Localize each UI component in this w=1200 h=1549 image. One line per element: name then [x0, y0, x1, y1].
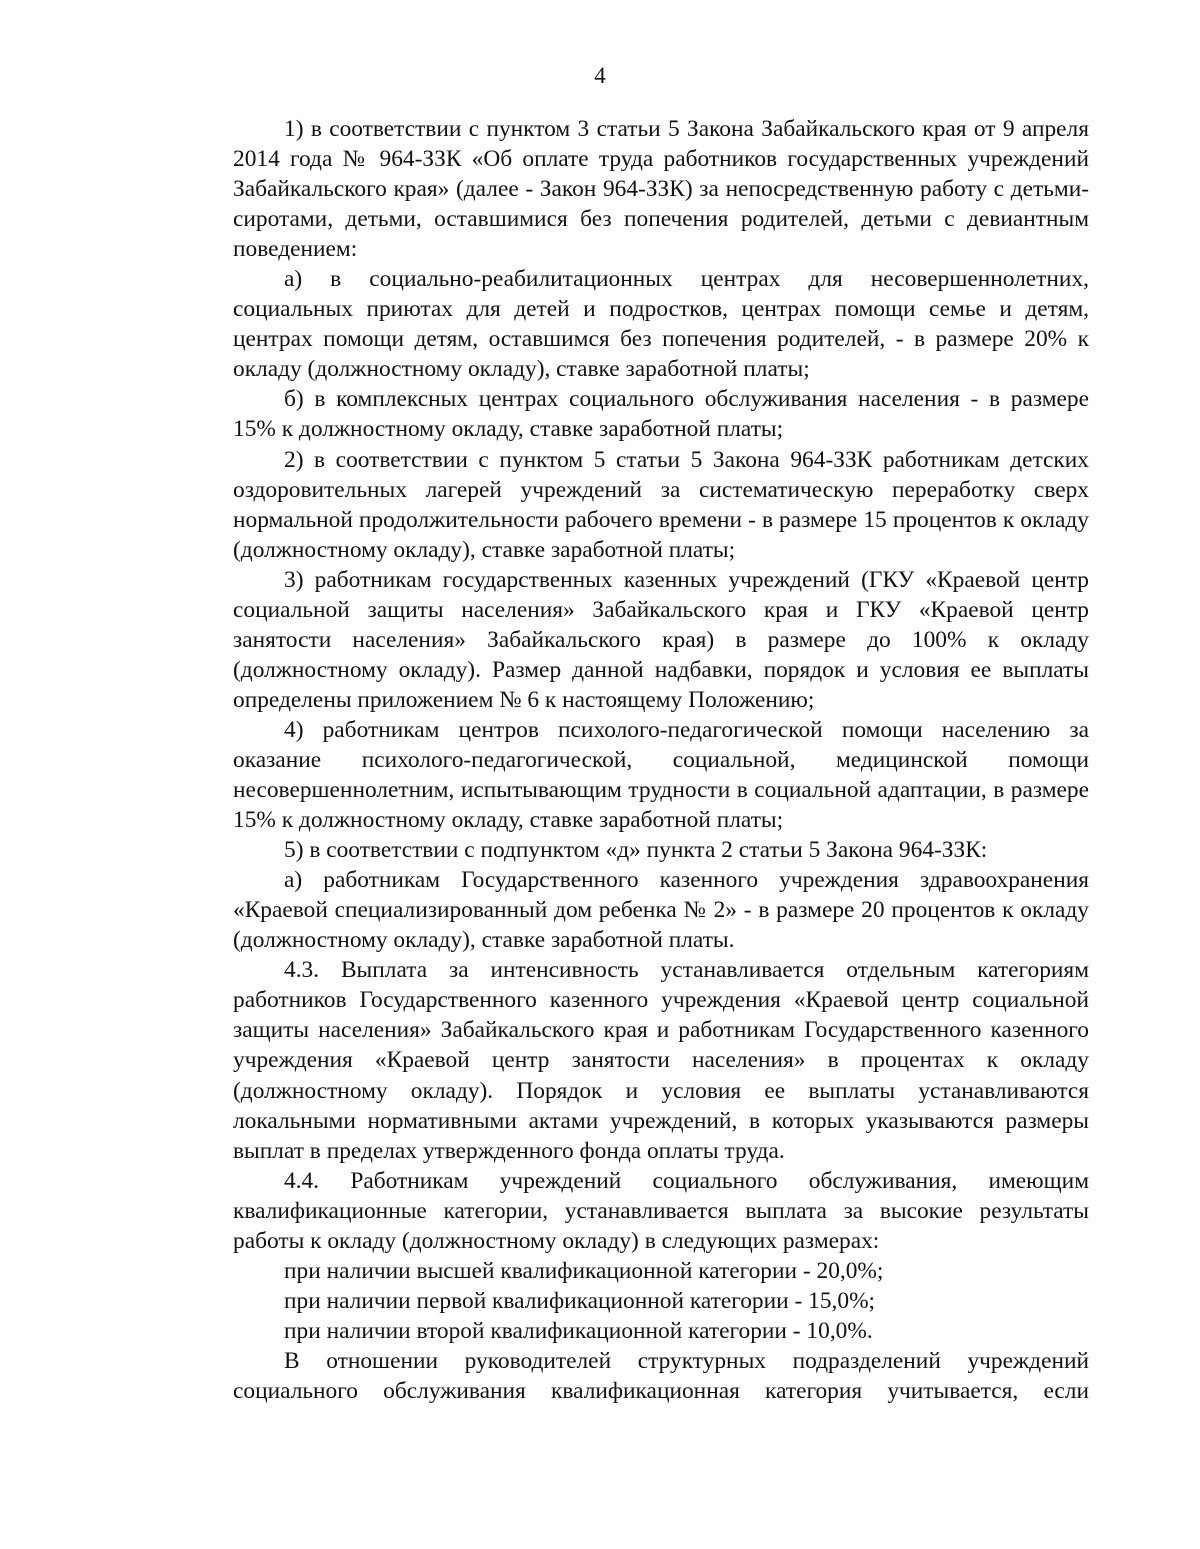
document-body	[233, 114, 1089, 1406]
paragraph-item-4: 4) работникам центров психолого-педагогической помощи населению за оказание психолого-педагогической, социальной, медицинской помощи несовершеннолетним, испытывающим трудности в социальной адаптации, в размере 15% к должностному окладу, ставке заработной платы;	[233, 716, 1089, 834]
paragraph-item-2: 2) в соответствии с пунктом 5 статьи 5 Закона 964-ЗЗК работникам детских оздоровительных лагерей учреждений за систематическую переработку сверх нормальной продолжительности рабочего времени - в размере 15 процентов к окладу (должностному окладу), ставке заработной платы;	[233, 446, 1089, 563]
paragraph-item-5a: а) работникам Государственного казенного учреждения здравоохранения «Краевой специализированный дом ребенка № 2» - в размере 20 процентов к окладу (должностному окладу), ставке заработной платы.	[233, 867, 1089, 954]
paragraph-clause-4-3: 4.3. Выплата за интенсивность устанавливается отдельным категориям работников Государственного казенного учреждения «Краевой центр социальной защиты населения» Забайкальского края и работникам Государственного казенного учреждения «Краевой центр занятости населения» в процентах к окладу (должностному окладу). Порядок и условия ее выплаты устанавливаются локальными нормативными актами учреждений, в которых указываются размеры выплат в пределах утвержденного фонда оплаты труда.	[233, 957, 1089, 1164]
paragraph-item-3: 3) работникам государственных казенных учреждений (ГКУ «Краевой центр социальной защиты населения» Забайкальского края и ГКУ «Краевой центр занятости населения» Забайкальского края) в размере до 100% к окладу (должностному окладу). Размер данной надбавки, порядок и условия ее выплаты определены приложением № 6 к настоящему Положению;	[233, 566, 1089, 713]
paragraph-clause-4-4: 4.4. Работникам учреждений социального обслуживания, имеющим квалификационные категории, устанавливается выплата за высокие результаты работы к окладу (должностному окладу) в следующих размерах:	[233, 1167, 1089, 1254]
paragraph-category-second: при наличии второй квалификационной категории - 10,0%.	[284, 1317, 873, 1344]
paragraph-item-1: 1) в соответствии с пунктом 3 статьи 5 Закона Забайкальского края от 9 апреля 2014 года № 964-ЗЗК «Об оплате труда работников государственных учреждений Забайкальского края» (далее - Закон 964-ЗЗК) за непосредственную работу с детьми-сиротами, детьми, оставшимися без попечения родителей, детьми с девиантным поведением:	[233, 116, 1089, 263]
paragraph-heads-of-units: В отношении руководителей структурных подразделений учреждений социального обслуживания квалификационная категория учитывается, если	[233, 1347, 1089, 1404]
paragraph-item-5: 5) в соответствии с подпунктом «д» пункта 2 статьи 5 Закона 964-ЗЗК:	[284, 837, 988, 864]
paragraph-item-1b: б) в комплексных центрах социального обслуживания населения - в размере 15% к должностному окладу, ставке заработной платы;	[233, 386, 1089, 443]
page-number: 4	[594, 63, 606, 88]
paragraph-category-first: при наличии первой квалификационной категории - 15,0%;	[284, 1287, 876, 1314]
paragraph-category-highest: при наличии высшей квалификационной категории - 20,0%;	[284, 1257, 884, 1284]
paragraph-item-1a: а) в социально-реабилитационных центрах для несовершеннолетних, социальных приютах для детей и подростков, центрах помощи семье и детям, центрах помощи детям, оставшимся без попечения родителей, - в размере 20% к окладу (должностному окладу), ставке заработной платы;	[233, 266, 1089, 383]
